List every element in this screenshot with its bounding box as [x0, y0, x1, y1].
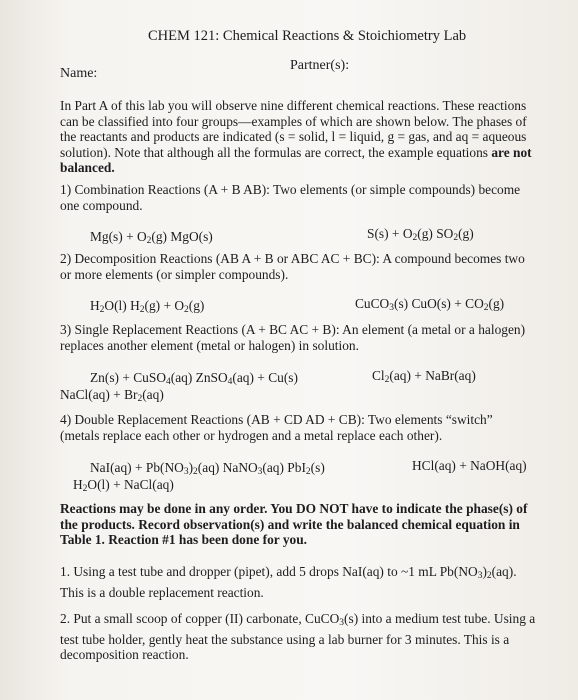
instructions-notice: Reactions may be done in any order. You DO NOT have to indicate the phase(s) of the products. Record observation(s) and write the balanced chemical equation in Table 1. Reaction #1 has been done for you.: [60, 501, 528, 548]
double-eq-2: HCl(aq) + NaOH(aq): [412, 458, 527, 473]
procedure-2: 2. Put a small scoop of copper (II) carbonate, CuCO$_3$(s) into a medium test tube. Using a test tube holder, gently heat the substance using a lab burner for 3 minutes. This is a decomposition reaction.: [60, 611, 536, 663]
procedure-1: 1. Using a test tube and dropper (pipet), add 5 drops NaI(aq) to ~1 mL $Pb(NO_3)_2(aq)$. This is a double replacement reaction.: [60, 564, 517, 600]
single-eq-3: NaCl(aq) + $Br_2(aq)$: [60, 387, 164, 404]
intro-bold: are not balanced.: [60, 144, 532, 176]
page-title: CHEM 121: Chemical Reactions & Stoichiometry Lab: [148, 28, 467, 44]
double-replacement-label: 4) Double Replacement Reactions (AB + CD AD + CB): Two elements “switch” (metals replace each other or hydrogen and a metal replace each other).: [60, 412, 493, 443]
double-eq-1: $NaI(aq) + Pb(NO_3)_2(aq)$ NaNO$_3$(aq) PbI$_2$(s): [90, 460, 325, 477]
single-eq-2: $Cl_2(aq)$ + NaBr(aq): [372, 368, 476, 385]
name-label: Name:: [60, 66, 98, 81]
decomposition-eq-1: $H_2O(l) H_2(g) + O_2(g)$: [90, 298, 205, 315]
decomposition-label: 2) Decomposition Reactions (AB A + B or ABC AC + BC): A compound becomes two or more elements (or simpler compounds).: [60, 251, 525, 282]
combination-eq-1: $Mg(s) + O_2(g)$ MgO(s): [90, 229, 213, 246]
combination-eq-2: $S(s) + O_2(g)$ $SO_2(g)$: [367, 226, 474, 243]
single-eq-1: Zn(s) + CuSO$_4$(aq) ZnSO$_4$(aq) + Cu(s): [90, 370, 298, 387]
single-replacement-label: 3) Single Replacement Reactions (A + BC AC + B): An element (a metal or a halogen) replaces another element (metal or halogen) in solution.: [60, 322, 526, 353]
combination-label: 1) Combination Reactions (A + B AB): Two elements (or simple compounds) become one compound.: [60, 182, 521, 213]
double-eq-3: $H_2O(l)$ + NaCl(aq): [73, 477, 174, 494]
intro-paragraph: [60, 98, 540, 176]
intro-text: In Part A of this lab you will observe nine different chemical reactions. These reactions can be classified into four groups—examples of which are shown below. The phases of the reactants and products are indicated (s = solid, l = liquid, g = gas, and aq = aqueous solution). Note that although all the formulas are correct, the example equations: [60, 98, 527, 160]
partner-label: Partner(s):: [290, 58, 350, 73]
decomposition-eq-2: CuCO$_3$(s) $CuO(s) + CO_2(g)$: [355, 296, 505, 313]
